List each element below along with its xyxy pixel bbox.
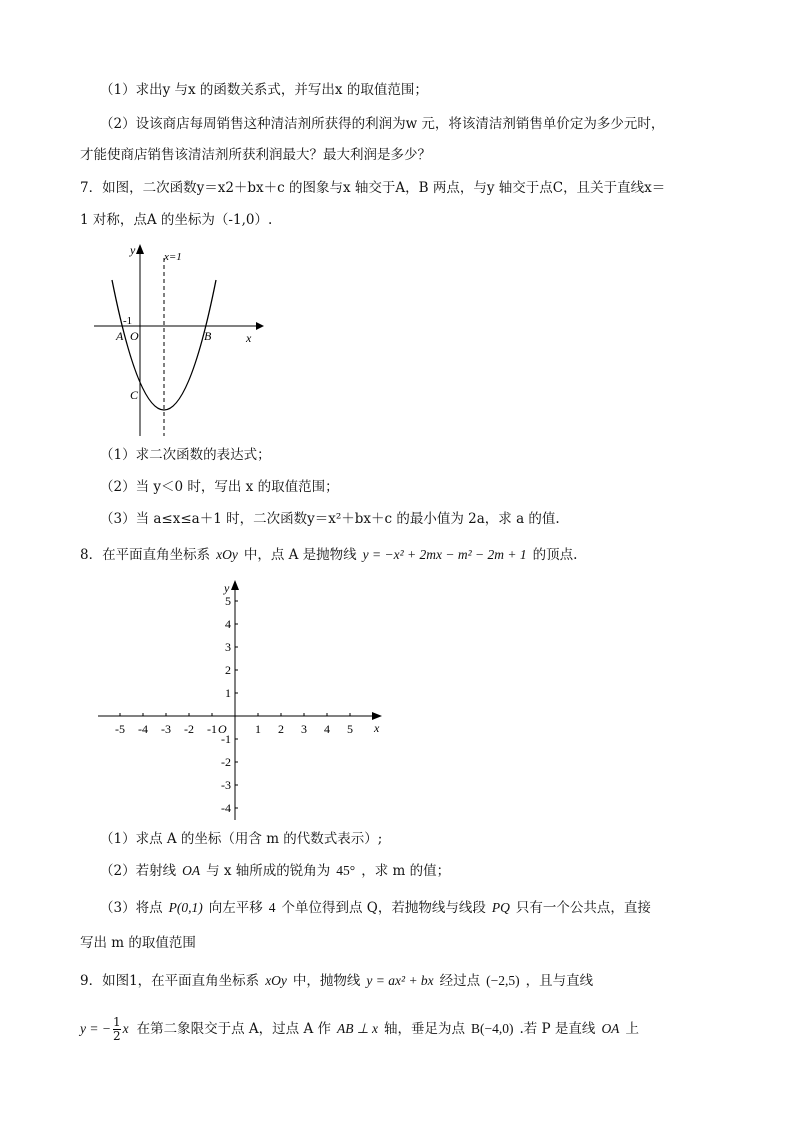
q9-a: 9．如图1，在平面直角坐标系 [80, 973, 260, 989]
q9-fraction-den: 2 [112, 1029, 121, 1043]
q9-ab-perp: AB ⊥ x [336, 1021, 378, 1036]
q7-y-label: y [130, 243, 136, 257]
q8-part3 [100, 898, 734, 918]
q9-line-eq-x: x [122, 1021, 129, 1036]
q8-ytick-label: -4 [221, 801, 231, 815]
q7-stem-line1: 7．如图，二次函数y＝x2＋bx＋c 的图象与x 轴交于A，B 两点，与y 轴交于点C，且关于直线x＝ [80, 180, 666, 196]
q9-e: 经过点 [439, 973, 481, 989]
q6-part2-cont: 才能使商店销售该清洁剂所获利润最大？最大利润是多少？ [80, 147, 431, 163]
q8-xtick-label: 4 [324, 722, 330, 736]
q7-stem-line2: 1 对称，点A 的坐标为（-1,0）. [80, 212, 273, 228]
q7-part2: （2）当 y＜0 时，写出 x 的取值范围； [100, 479, 339, 495]
q8-xtick-label: 2 [278, 722, 284, 736]
q8-ytick-label: -1 [221, 732, 231, 746]
q8-part3-e: 个单位得到点 Q，若抛物线与线段 [281, 900, 486, 916]
q9-g: ，且与直线 [525, 973, 594, 989]
q8-part2 [100, 861, 734, 881]
q8-coordinate-grid [90, 574, 390, 824]
q9-fraction-num: 1 [112, 1015, 121, 1029]
q8-part3-a: （3）将点 [100, 900, 163, 916]
q8-stem-c: 的顶点. [532, 547, 578, 563]
q8-part2-c: 与 x 轴所成的锐角为 [206, 863, 331, 879]
q8-ytick-label: 1 [225, 686, 231, 700]
q9-c: 中，抛物线 [292, 973, 361, 989]
q7-part1: （1）求二次函数的表达式； [100, 447, 271, 463]
q9-point: (−2,5) [486, 973, 520, 988]
q7-parabola-figure [88, 240, 268, 440]
q6-part1: （1）求出y 与x 的函数关系式，并写出x 的取值范围； [100, 82, 428, 98]
q8-part3-c: 向左平移 [208, 900, 263, 916]
q8-ytick-label: -2 [221, 755, 231, 769]
q9-o: 上 [625, 1021, 639, 1037]
q8-part2-angle: 45° [336, 863, 356, 878]
q8-ytick-label: 3 [225, 640, 231, 654]
q8-xtick-label: -1 [207, 722, 217, 736]
q8-part2-a: （2）若射线 [100, 863, 177, 879]
q8-xtick-label: 1 [255, 722, 261, 736]
q6-part2: （2）设该商店每周销售这种清洁剂所获得的利润为w 元，将该清洁剂销售单价定为多少元时， [100, 116, 665, 132]
q8-xtick-label: 3 [301, 722, 307, 736]
q8-stem-equation: y = −x² + 2mx − m² − 2m + 1 [362, 547, 527, 562]
q9-stem-line1 [80, 971, 734, 991]
q8-part2-oa: OA [182, 863, 201, 878]
q7-point-c-label: C [130, 388, 139, 402]
q9-fraction [113, 1016, 121, 1043]
q9-oa: OA [601, 1021, 620, 1036]
q8-xtick-label: -2 [184, 722, 194, 736]
q8-part3-pq: PQ [491, 900, 510, 915]
q7-point-b-label: B [204, 329, 212, 343]
q8-xtick-label: -5 [115, 722, 125, 736]
q9-k: 轴，垂足为点 [383, 1021, 465, 1037]
q7-x-label: x [246, 331, 252, 345]
q8-part3-point-p: P(0,1) [168, 900, 203, 915]
q9-m: .若 P 是直线 [519, 1021, 596, 1037]
q8-xtick-label: 5 [347, 722, 353, 736]
q7-point-a-label: A [116, 329, 124, 343]
q7-minus-one-label: -1 [123, 315, 133, 327]
q8-ytick-label: 4 [225, 617, 231, 631]
q8-part3-g: 只有一个公共点，直接 [515, 900, 651, 916]
q8-ytick-label: 2 [225, 663, 231, 677]
q8-ytick-label: -3 [221, 778, 231, 792]
q8-part1: （1）求点 A 的坐标（用含 m 的代数式表示）; [100, 831, 383, 847]
q9-i: 在第二象限交于点 A，过点 A 作 [136, 1021, 331, 1037]
q7-part3: （3）当 a≤x≤a＋1 时，二次函数y＝x²＋bx＋c 的最小值为 2a，求 a 的值. [100, 511, 560, 527]
q7-symmetry-label: x=1 [164, 251, 182, 263]
q8-part3-cont: 写出 m 的取值范围 [80, 935, 196, 951]
q8-origin-label: O [218, 722, 227, 736]
q9-stem-line2 [80, 1016, 734, 1043]
q8-stem-a: 8．在平面直角坐标系 [80, 547, 211, 563]
q9-parabola-eq: y = ax² + bx [366, 973, 434, 988]
q8-ytick-label: 5 [225, 594, 231, 608]
q8-stem-xoy: xOy [216, 547, 238, 562]
q8-stem [80, 545, 734, 565]
q9-point-b: B(−4,0) [470, 1021, 514, 1036]
q7-origin-label: O [130, 329, 139, 343]
q9-xoy: xOy [265, 973, 287, 988]
q8-y-label: y [224, 581, 230, 595]
q9-line-eq-prefix: y = − [80, 1021, 111, 1036]
q8-part3-units: 4 [268, 900, 276, 915]
q8-xtick-label: -4 [138, 722, 148, 736]
q8-x-label: x [374, 721, 380, 735]
q8-part2-e: ，求 m 的值； [361, 863, 451, 879]
q8-stem-b: 中，点 A 是抛物线 [243, 547, 357, 563]
q8-xtick-label: -3 [161, 722, 171, 736]
